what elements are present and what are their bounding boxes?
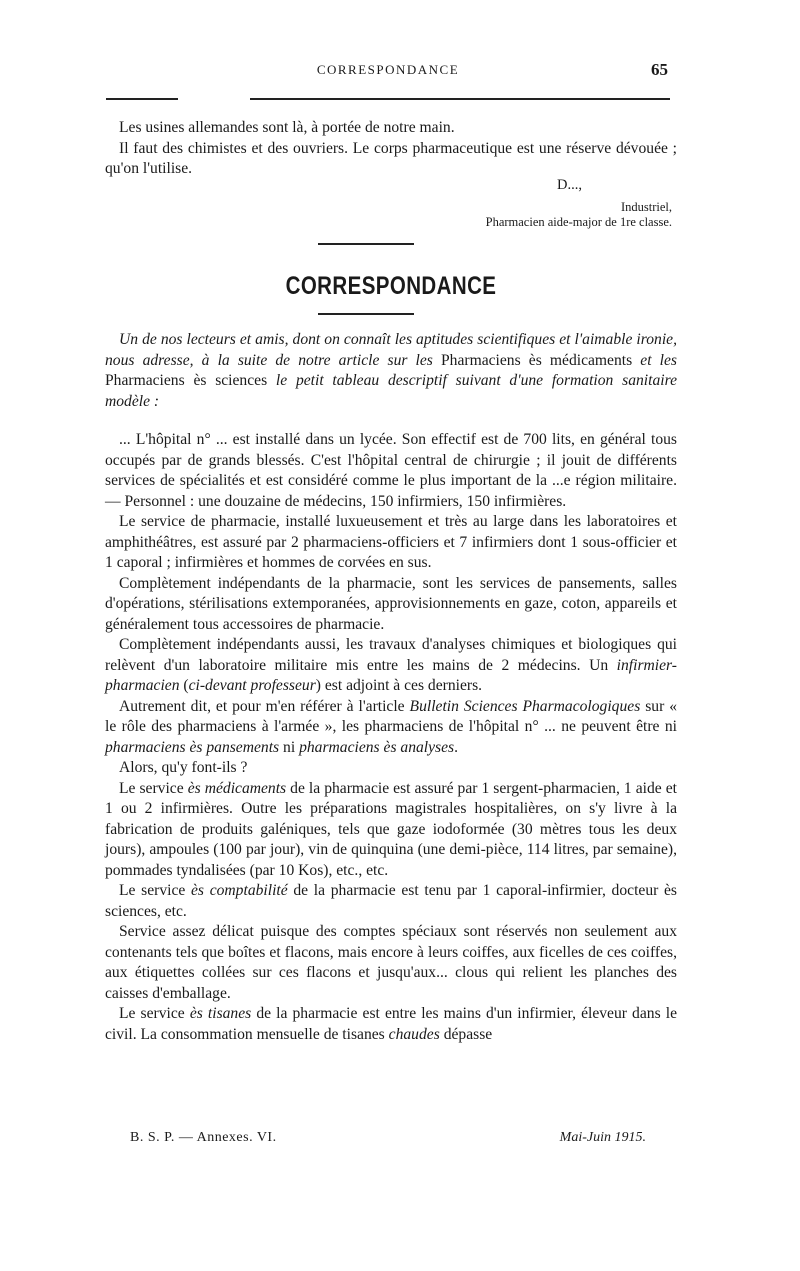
text-run: Bulletin Sciences Pharmacologiques <box>409 697 641 715</box>
paragraph: Alors, qu'y font-ils ? <box>119 759 248 776</box>
signature-name: D..., <box>557 177 582 193</box>
paragraph: Il faut des chimistes et des ouvriers. Le corps pharmaceutique est une réserve dévouée ; qu'on l'utilise. <box>105 139 677 177</box>
paragraph <box>105 1004 677 1045</box>
letter-body <box>105 430 677 1045</box>
paragraph <box>105 697 677 759</box>
running-head <box>108 62 668 82</box>
paragraph: Les usines allemandes sont là, à portée de notre main. <box>119 119 455 136</box>
paragraph: Complètement indépendants de la pharmacie, sont les services de pansements, salles d'opérations, stérilisations extemporanées, approvisionnements en gaze, coton, appareils et généralement tous accessoires de pharmacie. <box>105 574 677 633</box>
intro-paragraph <box>105 330 677 412</box>
text-run: ( <box>183 677 189 694</box>
text-run: Autrement dit, et pour m'en référer à l'article <box>119 697 405 715</box>
page-number: 65 <box>651 60 668 79</box>
text-run: Le service <box>119 882 186 899</box>
intro-text: Pharmaciens ès sciences <box>105 372 268 389</box>
text-run: sur « le rôle des pharmaciens à l'armée », les pharmaciens de l'hôpital n° ... ne peuvent être ni <box>105 697 677 735</box>
signature-title: Pharmacien aide-major de 1re classe. <box>485 215 672 229</box>
paragraph <box>105 635 677 697</box>
intro-text: le petit tableau descriptif suivant d'une formation sanitaire modèle : <box>105 372 677 410</box>
paragraph: Le service de pharmacie, installé luxueusement et très au large dans les laboratoires et amphithéâtres, est assuré par 2 pharmaciens-officiers et 7 infirmiers dont 1 sous-officier et 1 caporal ; infirmières et hommes de corvées en sus. <box>105 513 677 571</box>
paragraph: ... L'hôpital n° ... est installé dans un lycée. Son effectif est de 700 lits, en général tous occupés par de grands blessés. C'est l'hôpital central de chirurgie ; il jouit de différents services de spécialités et est considéré comme le plus important de la ...e région militaire. — Personnel : une douzaine de médecins, 150 infirmiers, 150 infirmières. <box>105 431 677 510</box>
section-title: CORRESPONDANCE <box>285 272 497 300</box>
top-block <box>105 118 677 180</box>
text-run: ès comptabilité <box>191 882 288 899</box>
text-run: Le service <box>119 1005 185 1022</box>
intro-text: et les <box>640 351 677 369</box>
header-rule-left <box>106 98 178 100</box>
text-run: ni <box>283 738 296 756</box>
section-rule-bottom <box>318 313 414 315</box>
text-run: de la pharmacie est assuré par 1 sergent-pharmacien, 1 aide et 1 ou 2 infirmières. Outre les préparations magistrales hospitalières, on s'y livre à la fabrication de produits galéniques, tels que gaze iodoformée (30 mètres tous les deux jours), ampoules (100 par jour), vin de quinquina (une demi-pièce, 114 litres, par semaine), pommades tyndalisées (par 10 Kos), etc., etc. <box>105 779 678 879</box>
text-run: de la pharmacie est entre les mains d'un infirmier, éleveur dans le civil. La consommation mensuelle de tisanes <box>105 1005 677 1043</box>
text-run: pharmaciens ès pansements <box>105 738 280 756</box>
text-run: infirmier-pharmacien <box>105 656 677 694</box>
text-run: Le service <box>119 779 184 797</box>
text-run: ci-devant professeur <box>188 677 316 694</box>
paragraph <box>105 779 677 882</box>
footer-signature: B. S. P. — Annexes. VI. <box>130 1130 277 1145</box>
running-title: CORRESPONDANCE <box>316 62 460 77</box>
text-run: dépasse <box>443 1025 493 1043</box>
text-run: ) est adjoint à ces derniers. <box>315 677 483 694</box>
signature-block <box>486 178 672 231</box>
footer-date: Mai-Juin 1915. <box>559 1130 646 1145</box>
text-run: . <box>454 738 459 756</box>
section-rule-top <box>318 243 414 245</box>
text-run: chaudes <box>388 1025 440 1043</box>
text-run: Complètement indépendants aussi, les travaux d'analyses chimiques et biologiques qui relèvent d'un laboratoire militaire mis entre les mains de 2 médecins. Un <box>105 636 677 674</box>
text-run: ès médicaments <box>187 779 287 797</box>
paragraph: Service assez délicat puisque des comptes spéciaux sont réservés non seulement aux contenants tels que boîtes et flacons, mais encore à leurs coiffes, aux ficelles de ces coiffes, aux étiquettes collées sur ces flacons et jusqu'aux... clous qui relient les planches des caisses d'emballage. <box>105 923 677 1002</box>
text-run: ès tisanes <box>189 1005 252 1022</box>
text-run: pharmaciens ès analyses <box>299 738 455 756</box>
text-run: de la pharmacie est tenu par 1 caporal-infirmier, docteur ès sciences, etc. <box>105 882 678 920</box>
signature-role: Industriel, <box>620 199 672 214</box>
intro-text: Pharmaciens ès médicaments <box>441 351 633 369</box>
paragraph <box>105 881 677 922</box>
intro-text: Un de nos lecteurs et amis, dont on connaît les aptitudes scientifiques et l'aimable ironie, nous adresse, à la suite de notre article sur les <box>105 331 677 369</box>
header-rule-right <box>250 98 670 100</box>
